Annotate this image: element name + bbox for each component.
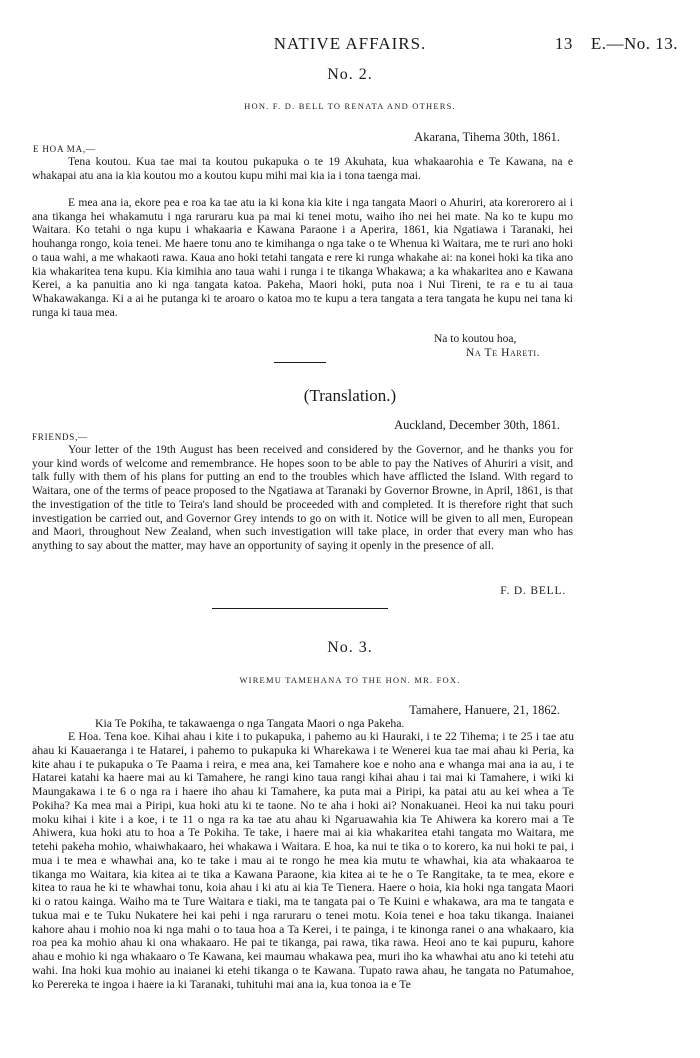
letter-salutation-2: E HOA MA,— [33, 144, 96, 154]
short-divider [274, 362, 326, 363]
letter-paragraph-2a: Tena koutou. Kua tae mai ta koutou pukapuka o te 19 Akuhata, kua whakaarohia e Te Kawana, na e whakapai atu ana ia kia koutou mo a koutou kupu mihi mai kia ia i tona taenga mai. [32, 155, 573, 182]
page-header-title: NATIVE AFFAIRS. [273, 34, 427, 53]
section-number-2: No. 2. [327, 66, 373, 83]
section-heading-3: WIREMU TAMEHANA TO THE HON. MR. FOX. [239, 675, 461, 685]
section-divider [212, 608, 388, 609]
document-reference: E.—No. 13. [590, 34, 678, 53]
translation-heading: (Translation.) [303, 386, 397, 405]
translation-signature: F. D. BELL. [500, 585, 566, 597]
letter-paragraph-3: E Hoa. Tena koe. Kihai ahau i kite i to pukapuka, i pahemo au ki Hauraki, i te 22 Tihema; i te 25 i tae atu ahau ki Kauaeranga i te Hatarei, i pahemo to pukapuka ki Wharekawa i te Wenerei kua tae mai ahau ki Peria, ka kite ahau i te pukapuka o Te Paama i reira, e mea ana, kei Tamahere koe e noho ana e whanga mai ana ia au, i te Hatarei katahi ka haere mai au ki Tamahere, he rangi kino taua rangi kihai ahau i tai mai ki Tamahere, i wiki ki Maungakawa i te 6 o nga ra i haere iho ahau ki Tamahere, ka puta mai a Piripi, ka patai atu au kei whea a Te Pokiha? Ka mea mai a Piripi, kua hoki atu ki te taone. No te aha i hoki ai? Nonakuanei. Heoi ka nui taku pouri moku kihai i kite i a koe, i te 11 o nga ra ka tae atu ahau ki Ngaruawahia kia Te Ahiwera ka korero mai a Te Ahiwera, kua hoki atu to hoa a Te Pokiha. Te take, i haere mai ai kia whakaritea etahi tangata mo Waitara, me tetehi pakeha mohio, whaiwhakaaro, hei whakawa i Waitara. E hoa, ka nui te tika o to korero, ka nui hoki te pai, i mua i te mea e whawhai ana, ko te take i mau ai te rongo he mea kia mutu te whawhai, kia ata whakaaroa te tikanga mo Waitara, kia kitea ai te tika a Kawana Paraone, kia kitea ai te he o Te Rangitake, ta te mea, ekore e kitea to raua he ki te whawhai tonu, koia ahau i ki atu ai kia Te Tienera. Haere o hoia, kia hoki nga tangata Maori ki o ratou kainga. Waiho ma te Ture Waitara e tiaki, ma te tangata pai o Te Kuini e whakawa, ara ma te tangata e tukua mai e te Tuku Nukatere hei kai pehi i nga raruraru o tenei motu. Koia tenei e hoa taku tikanga. Inaianei kahore ahau i mohio noa ki nga mahi o to taua hoa a Ta Kerei, i te painga, i te kinonga ranei o ana whakaaro, kia roa pea ka mohio ahau ki ona whakaaro. He pai te tikanga, pai rawa, tika rawa. Heoi ano te kai pupuru, kahore ahau e mohio ki nga whakaaro o Te Kawana, kei maumau whakawa pea, muri iho ka whawhai atu ano ki tetehi atu wahi. Ina hoki kua mohio au inaianei ki etehi tikanga o te Kawana. Tupato rawa ahau, he tangata no Patumahoe, ko Perereka te ingoa i haere ia ki Taranaki, tuhituhi mai ana ia, kua tonoa ia e Te [32, 729, 574, 991]
letter-signature-2 [466, 347, 540, 359]
letter-closing-2: Na to koutou hoa, [434, 333, 517, 345]
letter-address-3: Kia Te Pokiha, te takawaenga o nga Tangata Maori o nga Pakeha. [95, 716, 405, 730]
letter-date-2: Akarana, Tihema 30th, 1861. [414, 130, 560, 144]
letter-paragraph-2b: E mea ana ia, ekore pea e roa ka tae atu ia ki kona kia kite i nga tangata Maori o Ahuriri, ata korerorero ai i ana tikanga hei whakamutu i nga raruraru kua pa mai ki tenei motu, waiho iho nei hei mate. Na ko te kupu mo Waitara. Ko tetahi o nga kupu i whakaaria e Kawana Paraone i a Aperira, 1861, kia Ngatiawa i Taranaki, hei houhanga rongo, koia tenei. Me haere tonu ano te kimihanga o nga take o te Whenua ki Waitara, me te ruri ano hoki o taua wahi, a me whakaoti rawa. Kaua ano hoki tetahi tangata e rere ki runga whakahe ai: na konei hoki ka tika ano kia whakaritea tena kupu. Kia kimihia ano taua wahi i runga i te tikanga Whakawa; a ka whakaritea ano e Kawana Kerei, a ka panuitia ano ki nga tangata katoa. Pakeha, Maori hoki, puta noa i Nui Tireni, te ra e tu ai taua Whakawakanga. Ki a ai he putanga ki te aroaro o katoa mo te kupu a tera tangata a tera tangata he kupu nei tana ki runga ki taua mea. [32, 196, 573, 319]
section-number-3: No. 3. [327, 639, 373, 656]
signature-text-2: Na Te Hareti. [466, 347, 541, 359]
page-header-reference [537, 34, 678, 54]
letter-date-3: Tamahere, Hanuere, 21, 1862. [409, 703, 560, 717]
page-number: 13 [554, 34, 573, 53]
translation-date: Auckland, December 30th, 1861. [394, 418, 560, 432]
translation-paragraph: Your letter of the 19th August has been received and considered by the Governor, and he thanks you for your kind words of welcome and remembrance. He hopes soon to be able to pay the Natives of Ahuriri a visit, and talk fully with them of his plans for putting an end to the troubles which have afflicted the Island. With regard to Waitara, one of the terms of peace proposed to the Ngatiawa at Taranaki by Governor Browne, in April, 1861, is that the investigation of the title to Teira's land should be proceeded with and completed. It is therefore right that such investigation be carried out, and Governor Grey intends to go on with it. Notice will be given to all men, European and Maori, throughout New Zealand, when such investigation will take place, in order that every man who has anything to say about the matter, may have an opportunity of saying it openly in the presence of all. [32, 443, 573, 552]
translation-salutation: FRIENDS,— [32, 432, 88, 442]
section-heading-2: HON. F. D. BELL TO RENATA AND OTHERS. [244, 101, 456, 111]
